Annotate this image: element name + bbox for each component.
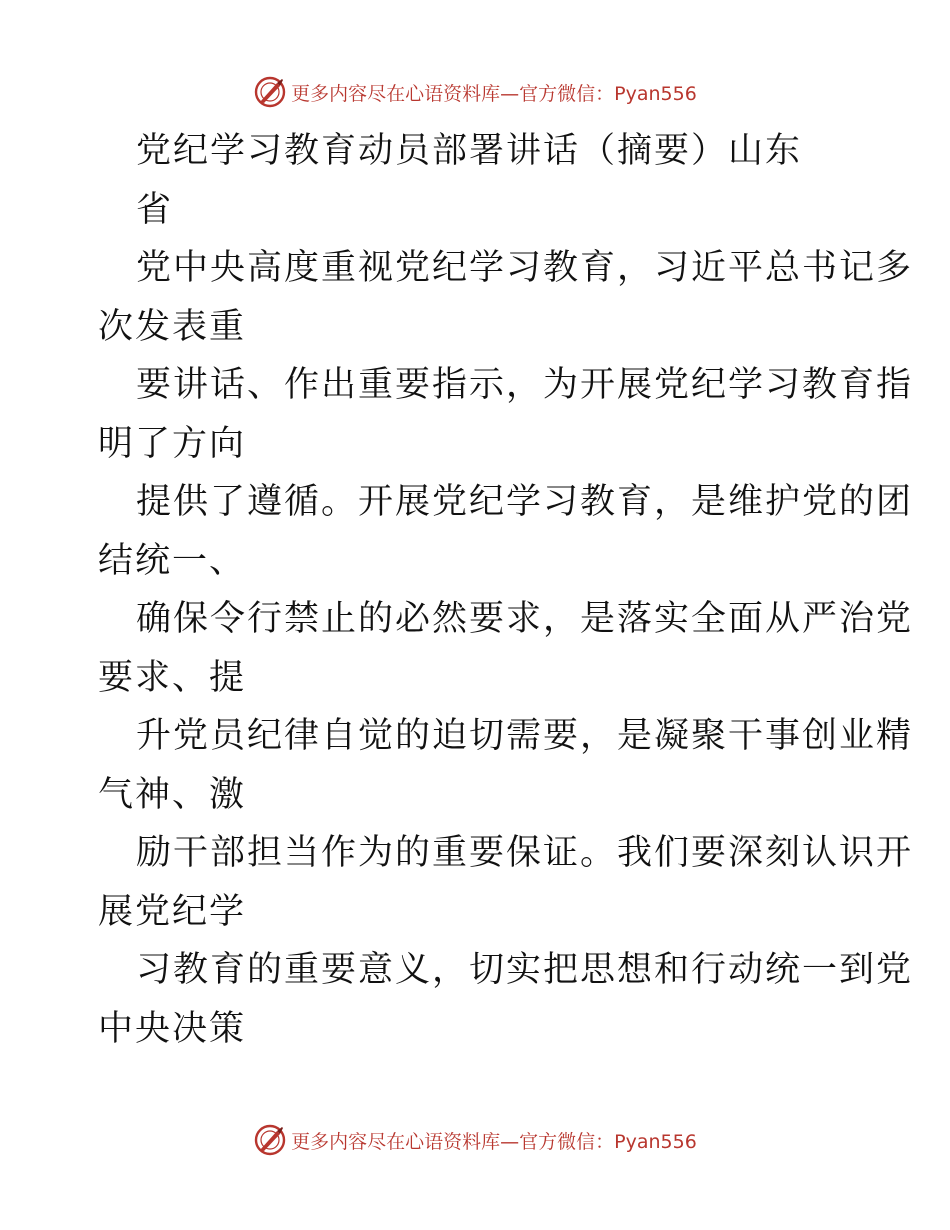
quill-pen-logo-icon xyxy=(253,75,287,109)
watermark-text: 更多内容尽在心语资料库—官方微信：Pyan556 xyxy=(291,82,697,105)
watermark-text: 更多内容尽在心语资料库—官方微信：Pyan556 xyxy=(291,1130,697,1153)
paragraph-line: 党中央高度重视党纪学习教育，习近平总书记多 xyxy=(136,248,914,288)
paragraph-line: 结统一、 xyxy=(98,540,247,581)
paragraph-line: 提供了遵循。开展党纪学习教育，是维护党的团 xyxy=(136,482,914,522)
paragraph-line: 确保令行禁止的必然要求，是落实全面从严治党 xyxy=(136,599,914,639)
footer-watermark xyxy=(0,1120,950,1160)
paragraph-line: 习教育的重要意义，切实把思想和行动统一到党 xyxy=(136,950,914,990)
paragraph-line: 气神、激 xyxy=(98,774,247,815)
paragraph-line: 展党纪学 xyxy=(98,891,247,932)
paragraph-line: 升党员纪律自觉的迫切需要，是凝聚干事创业精 xyxy=(136,716,914,756)
title-line-2: 省 xyxy=(136,189,174,230)
paragraph-line: 要讲话、作出重要指示，为开展党纪学习教育指 xyxy=(136,365,914,405)
paragraph-line: 要求、提 xyxy=(98,657,247,698)
header-watermark xyxy=(0,72,950,112)
paragraph-line: 中央决策 xyxy=(98,1008,247,1049)
quill-pen-logo-icon xyxy=(253,1123,287,1157)
document-body xyxy=(98,122,914,1058)
paragraph-line: 次发表重 xyxy=(98,306,247,347)
paragraph-line: 励干部担当作为的重要保证。我们要深刻认识开 xyxy=(136,833,914,873)
title-line-1: 党纪学习教育动员部署讲话（摘要）山东 xyxy=(136,131,803,171)
paragraph-line: 明了方向 xyxy=(98,423,247,464)
